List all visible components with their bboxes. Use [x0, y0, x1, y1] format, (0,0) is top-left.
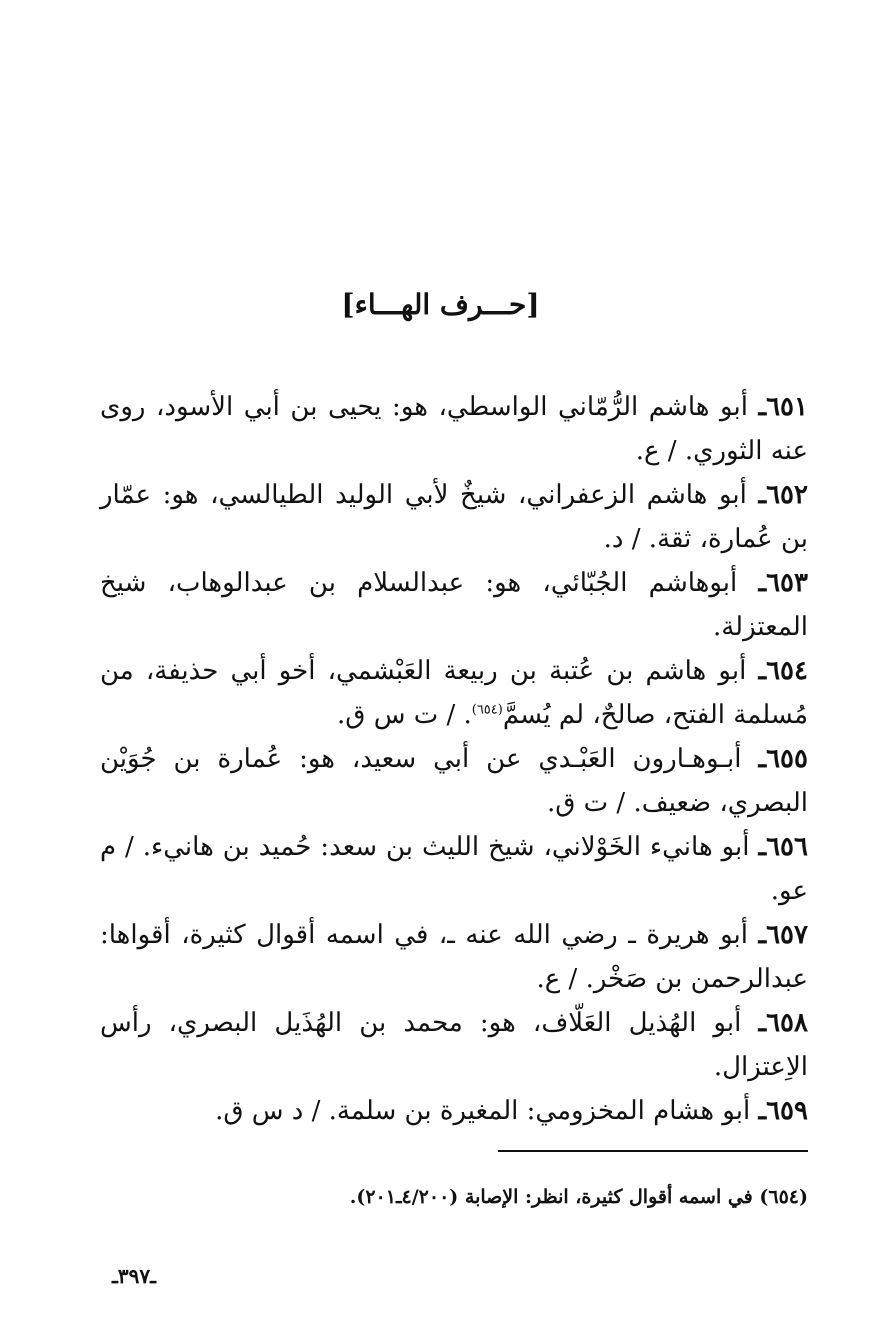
section-heading: [حـــرف الهـــاء] [341, 288, 540, 321]
entry-text: أبو هاشم الزعفراني، شيخٌ لأبي الوليد الطيالسي، هو: عمّار بن عُمارة، ثقة. / د. [100, 480, 808, 554]
entry-text: أبو هريرة ـ رضي الله عنه ـ، في اسمه أقوال كثيرة، أقواها: عبدالرحمن بن صَخْر. / ع. [100, 920, 808, 994]
entry-text: أبو الهُذيل العَلّاف، هو: محمد بن الهُذَيل البصري، رأس الاِعتزال. [100, 1008, 808, 1082]
entry-number: ٦٥٩ـ [758, 1096, 808, 1126]
entry-number: ٦٥٢ـ [758, 480, 808, 510]
footnote: (٦٥٤) في اسمه أقوال كثيرة، انظر: الإصابة (٤/٢٠٠ـ٢٠١). [349, 1186, 808, 1208]
footnote-divider [498, 1150, 808, 1152]
list-item [100, 561, 808, 649]
page-number: ـ٣٩٧ـ [112, 1264, 156, 1288]
entry-text: أبـوهـارون العَبْـدي عن أبي سعيد، هو: عُمارة بن جُوَيْن البصري، ضعيف. / ت ق. [100, 744, 808, 818]
entry-text: أبوهاشم الجُبّائي، هو: عبدالسلام بن عبدالوهاب، شيخ المعتزلة. [100, 568, 808, 642]
entry-text: أبو هشام المخزومي: المغيرة بن سلمة. / د س ق. [215, 1096, 759, 1126]
entry-text-tail: . / ت س ق. [337, 700, 472, 730]
list-item [100, 649, 808, 737]
list-item [100, 473, 808, 561]
list-item [100, 825, 808, 913]
entry-text: أبو هاشم بن عُتبة بن ربيعة العَبْشمي، أخو أبي حذيفة، من مُسلمة الفتح، صالحٌ، لم يُسمَّ [100, 656, 808, 730]
entry-number: ٦٥٣ـ [758, 568, 808, 598]
entry-number: ٦٥١ـ [758, 392, 808, 422]
entry-number: ٦٥٧ـ [758, 920, 808, 950]
entry-number: ٦٥٦ـ [758, 832, 808, 862]
entry-number: ٦٥٥ـ [758, 744, 808, 774]
entry-text: أبو هاشم الرُّمّاني الواسطي، هو: يحيى بن أبي الأسود، روى عنه الثوري. / ع. [100, 392, 808, 466]
list-item [100, 913, 808, 1001]
list-item [100, 385, 808, 473]
entry-number: ٦٥٤ـ [758, 656, 808, 686]
list-item [100, 1001, 808, 1089]
entry-number: ٦٥٨ـ [758, 1008, 808, 1038]
entries-list [100, 385, 808, 1133]
list-item [100, 1089, 808, 1133]
list-item [100, 737, 808, 825]
entry-text: أبو هانيء الخَوْلاني، شيخ الليث بن سعد: حُميد بن هانيء. / م عو. [100, 832, 808, 906]
footnote-marker: (٦٥٤) [471, 702, 503, 718]
